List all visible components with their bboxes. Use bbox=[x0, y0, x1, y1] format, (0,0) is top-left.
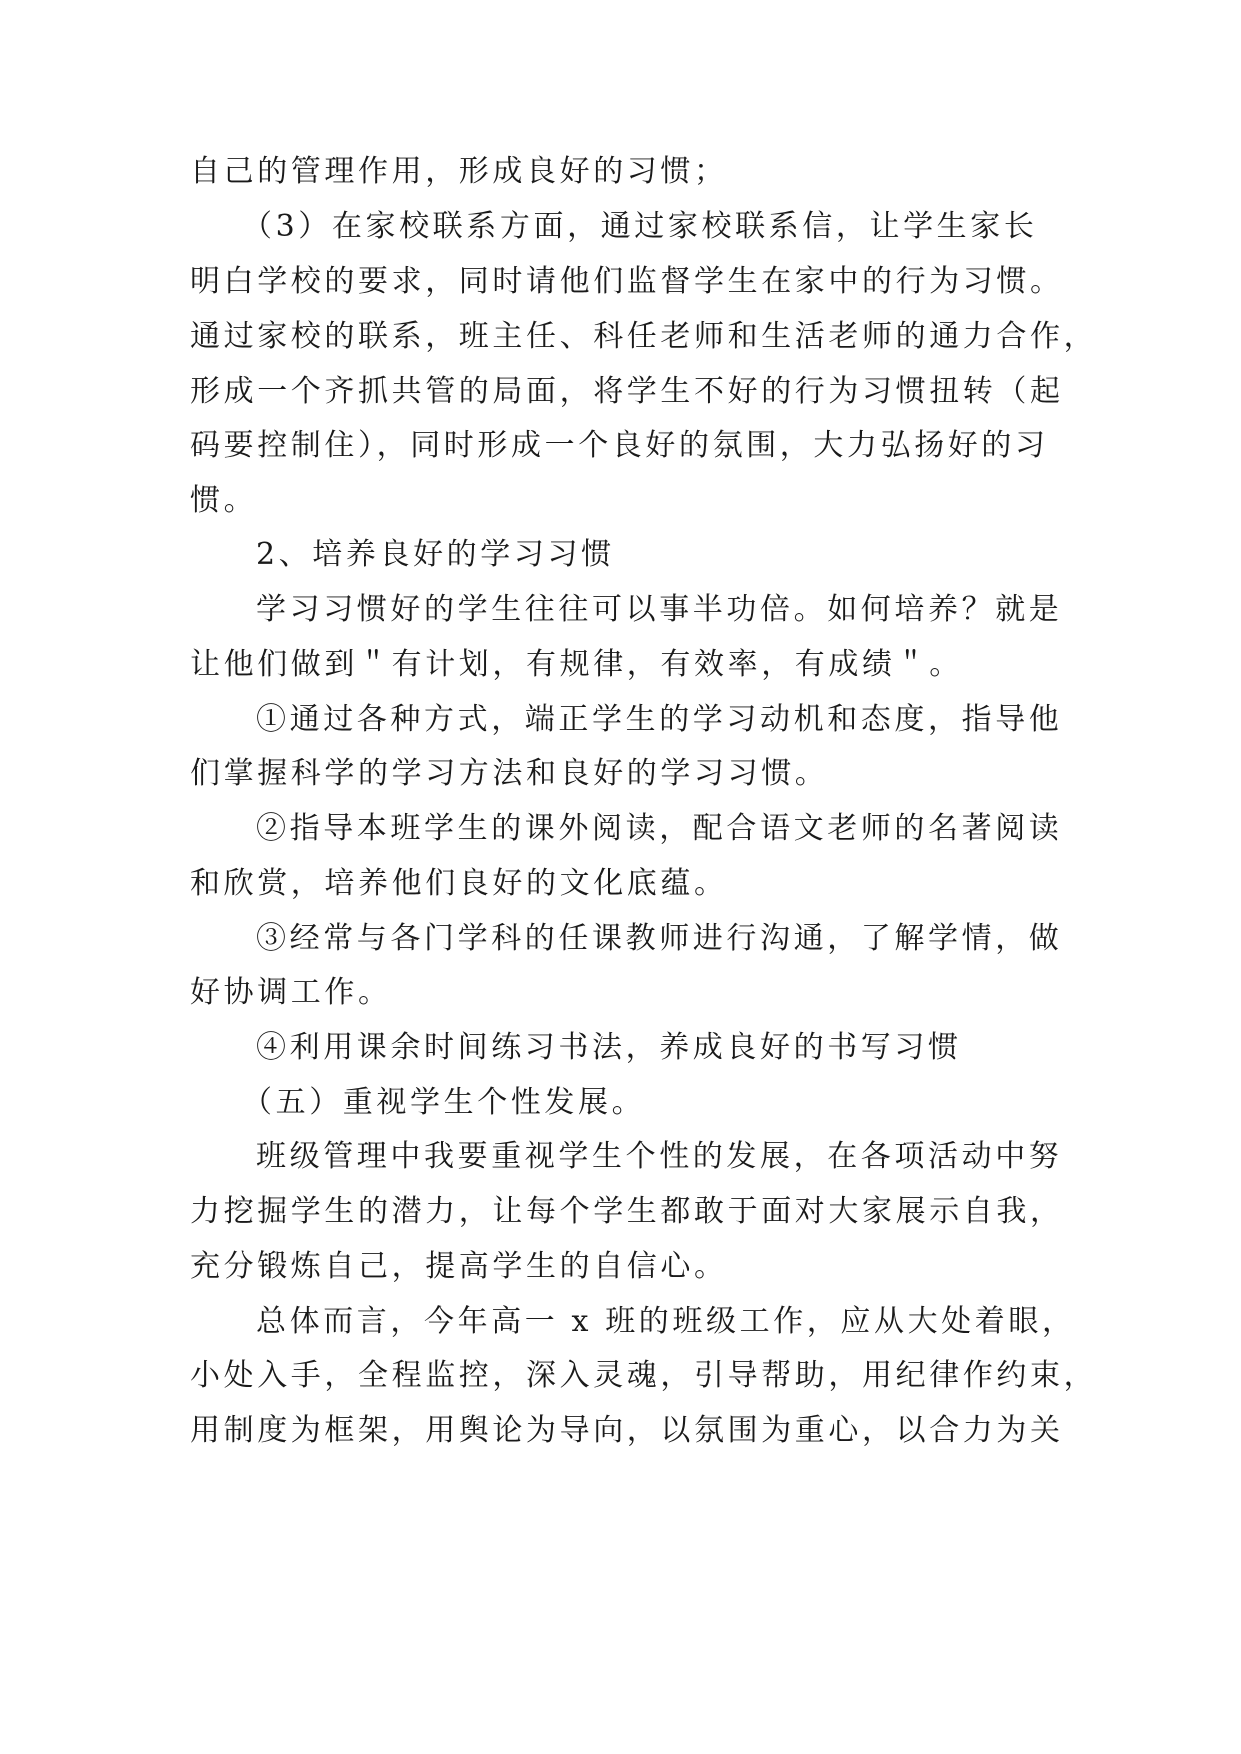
text-line: 力挖掘学生的潜力，让每个学生都敢于面对大家展示自我， bbox=[190, 1194, 1064, 1229]
text-line: 学习习惯好的学生往往可以事半功倍。如何培养？就是 bbox=[256, 592, 1063, 627]
text-line: （3）在家校联系方面，通过家校联系信，让学生家长 bbox=[242, 209, 1038, 244]
text-line: 码要控制住），同时形成一个良好的氛围，大力弘扬好的习 bbox=[190, 428, 1049, 463]
text-line: 班级管理中我要重视学生个性的发展，在各项活动中努 bbox=[256, 1139, 1063, 1174]
text-line: 小处入手，全程监控，深入灵魂，引导帮助，用纪律作约束， bbox=[190, 1358, 1098, 1393]
text-line: 用制度为框架，用舆论为导向，以氛围为重心，以合力为关 bbox=[190, 1413, 1064, 1448]
text-line: 自己的管理作用，形成良好的习惯； bbox=[190, 154, 728, 189]
text-line: 惯。 bbox=[190, 483, 258, 518]
text-line: 充分锻炼自己，提高学生的自信心。 bbox=[190, 1249, 728, 1284]
list-item: ①通过各种方式，端正学生的学习动机和态度，指导他 bbox=[256, 702, 1063, 737]
text-line: 明白学校的要求，同时请他们监督学生在家中的行为习惯。 bbox=[190, 264, 1064, 299]
text-line: 让他们做到＂有计划，有规律，有效率，有成绩＂。 bbox=[190, 647, 963, 682]
section-heading: （五）重视学生个性发展。 bbox=[242, 1085, 646, 1120]
section-heading: 2、培养良好的学习习惯 bbox=[256, 537, 615, 572]
text-line: 和欣赏，培养他们良好的文化底蕴。 bbox=[190, 866, 728, 901]
text-line: 形成一个齐抓共管的局面，将学生不好的行为习惯扭转（起 bbox=[190, 374, 1064, 409]
text-line: 通过家校的联系，班主任、科任老师和生活老师的通力合作， bbox=[190, 319, 1098, 354]
text-line: 们掌握科学的学习方法和良好的学习习惯。 bbox=[190, 756, 829, 791]
list-item: ②指导本班学生的课外阅读，配合语文老师的名著阅读 bbox=[256, 811, 1063, 846]
text-line: 总体而言，今年高一 x 班的班级工作，应从大处着眼， bbox=[256, 1304, 1076, 1339]
list-item: ④利用课余时间练习书法，养成良好的书写习惯 bbox=[256, 1030, 962, 1065]
text-line: 好协调工作。 bbox=[190, 975, 392, 1010]
list-item: ③经常与各门学科的任课教师进行沟通，了解学情，做 bbox=[256, 921, 1063, 956]
